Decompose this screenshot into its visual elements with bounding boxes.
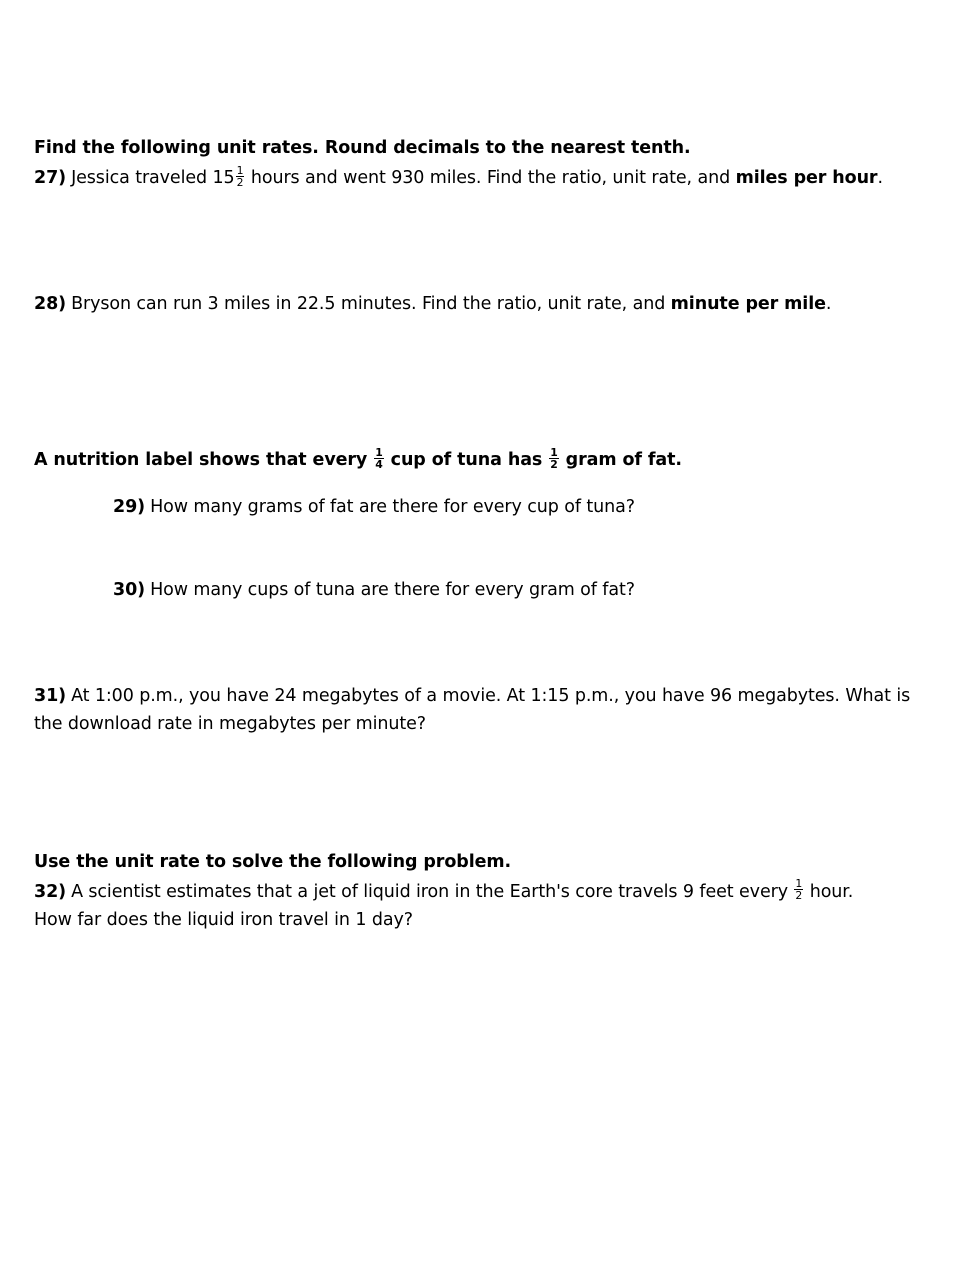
question-31-line1: At 1:00 p.m., you have 24 megabytes of a movie. At 1:15 p.m., you have 96 megabytes. What is xyxy=(71,686,911,706)
question-32 xyxy=(34,876,934,934)
heading-text-after: gram of fat. xyxy=(559,450,682,470)
question-30-number: 30) xyxy=(113,580,146,600)
question-27-bold-term: miles per hour xyxy=(735,168,878,188)
fraction-numerator: 1 xyxy=(795,876,803,890)
question-29-text: How many grams of fat are there for every cup of tuna? xyxy=(150,497,635,517)
section-heading-nutrition-label xyxy=(34,447,934,475)
question-27-text-middle: hours and went 930 miles. Find the ratio, unit rate, and xyxy=(245,168,736,188)
question-28-text-after: . xyxy=(825,294,832,314)
question-28-bold-term: minute per mile xyxy=(670,294,826,314)
fraction-numerator: 1 xyxy=(375,446,383,460)
question-32-line2: How far does the liquid iron travel in 1 day? xyxy=(34,909,413,930)
heading-text: Use the unit rate to solve the following problem. xyxy=(34,852,512,872)
question-32-text-middle: hour. xyxy=(804,882,854,902)
question-29-number: 29) xyxy=(113,497,146,517)
fraction-denominator: 4 xyxy=(375,458,383,472)
question-30-text: How many cups of tuna are there for every gram of fat? xyxy=(150,580,635,600)
question-32-number: 32) xyxy=(34,882,67,902)
question-28-number: 28) xyxy=(34,294,67,314)
question-27-text-after: . xyxy=(877,168,883,188)
question-31-line2: the download rate in megabytes per minute? xyxy=(34,713,426,734)
fraction-one-half xyxy=(549,447,558,470)
fraction-one-half xyxy=(794,878,803,901)
heading-text-before: A nutrition label shows that every xyxy=(34,450,374,470)
section-heading-use-unit-rate xyxy=(34,849,934,877)
question-27-text-before: Jessica traveled 15 xyxy=(71,168,235,188)
fraction-one-fourth xyxy=(374,447,383,470)
question-28 xyxy=(34,291,934,319)
heading-text-middle: cup of tuna has xyxy=(384,450,549,470)
question-28-text-before: Bryson can run 3 miles in 22.5 minutes. Find the ratio, unit rate, and xyxy=(71,294,671,314)
question-27-number: 27) xyxy=(34,168,67,188)
fraction-one-half xyxy=(236,165,245,188)
heading-text: Find the following unit rates. Round decimals to the nearest tenth. xyxy=(34,138,691,158)
question-27 xyxy=(34,165,934,193)
fraction-numerator: 1 xyxy=(236,164,244,178)
fraction-denominator: 2 xyxy=(795,888,803,902)
section-heading-unit-rates xyxy=(34,135,934,163)
question-31-number: 31) xyxy=(34,686,67,706)
fraction-denominator: 2 xyxy=(236,176,244,190)
question-29 xyxy=(113,494,933,522)
question-31 xyxy=(34,683,934,738)
fraction-numerator: 1 xyxy=(550,446,558,460)
question-30 xyxy=(113,577,933,605)
fraction-denominator: 2 xyxy=(550,458,558,472)
question-32-text-before: A scientist estimates that a jet of liquid iron in the Earth's core travels 9 feet every xyxy=(71,882,794,902)
